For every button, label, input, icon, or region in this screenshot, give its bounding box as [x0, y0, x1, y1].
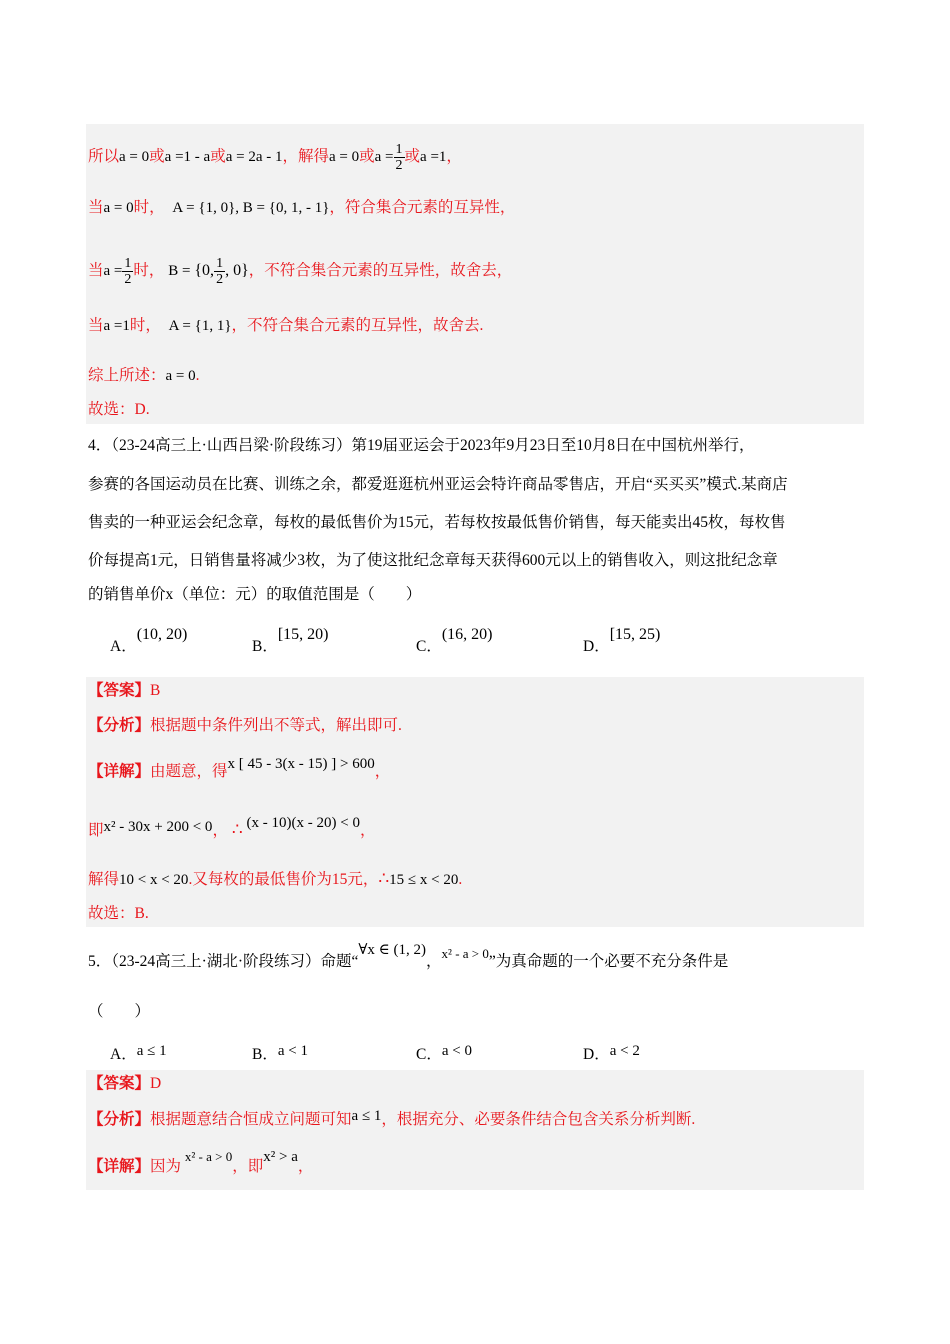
option-b[interactable]: B．a < 1 — [252, 1043, 308, 1063]
question-4-line: 售卖的一种亚运会纪念章，每枚的最低售价为15元，若每枚按最低售价销售，每天能卖出45枚，每枚售 — [88, 514, 786, 531]
text: ， — [212, 822, 228, 839]
question-5-line — [88, 942, 729, 972]
text: 或 — [149, 148, 165, 166]
solution-line — [88, 198, 515, 218]
text: 当 — [88, 262, 104, 280]
math: a = 0 — [165, 368, 196, 384]
text: 或 — [404, 148, 421, 166]
math: a = 0 — [103, 200, 134, 216]
text: 或 — [359, 148, 375, 166]
text: 当 — [88, 317, 104, 334]
analysis-tag: 【分析】 — [88, 717, 151, 734]
text: ，符合集合元素的互异性， — [329, 199, 516, 216]
answer-line — [88, 681, 160, 701]
analysis-tag: 【分析】 — [88, 1111, 151, 1128]
text: ， — [359, 822, 376, 839]
answer-line — [88, 1074, 161, 1094]
math: 15 ≤ x < 20 — [389, 872, 459, 888]
text: .又每枚的最低售价为15元， — [188, 871, 379, 888]
math: a =1 - a — [164, 149, 211, 166]
math: x² - 30x + 200 < 0 — [103, 819, 213, 835]
question-4-line: 4．（23-24高三上·山西吕梁·阶段练习）第19届亚运会于2023年9月23日至10月8日在中国杭州举行， — [88, 437, 755, 454]
fraction: $\frac{1}{2}$ — [216, 256, 224, 287]
detail-line — [88, 869, 462, 890]
detail-tag: 【详解】 — [88, 763, 151, 780]
text: 综上所述： — [88, 367, 166, 384]
question-4-line: 的销售单价x（单位：元）的取值范围是（ ） — [88, 586, 422, 603]
detail-line — [88, 815, 376, 841]
math: a ≤ 1 — [351, 1108, 382, 1124]
text: 因为 — [150, 1158, 182, 1175]
text: ， — [426, 953, 442, 970]
detail-line: 故选：B. — [88, 905, 149, 922]
math: B = — [168, 263, 191, 280]
option-c[interactable]: C．(16, 20) — [416, 626, 493, 655]
answer-value: D — [150, 1075, 162, 1092]
text: ”为真命题的一个必要不充分条件是 — [488, 953, 729, 970]
math: A = {1, 0} — [172, 200, 236, 216]
text: ，解得 — [282, 148, 329, 166]
answer-value: B — [150, 682, 161, 699]
text: 时， — [133, 199, 165, 216]
solution-line — [88, 316, 483, 336]
text: 时， — [129, 317, 161, 334]
text: ，不符合集合元素的互异性，故舍去. — [231, 317, 484, 334]
text: 由题意，得 — [150, 763, 228, 780]
therefore-symbol: ∴ — [378, 869, 390, 888]
solution-line — [88, 366, 200, 386]
math: x² - a > 0 — [184, 1149, 233, 1164]
math: a = 2a - 1 — [225, 149, 283, 166]
math: ∀x ∈ (1, 2) — [358, 942, 427, 958]
answer-tag: 【答案】 — [88, 682, 151, 699]
text: 当 — [88, 199, 104, 216]
option-c[interactable]: C．a < 0 — [416, 1043, 472, 1063]
text: 解得 — [88, 871, 120, 888]
answer-tag: 【答案】 — [88, 1075, 151, 1092]
detail-line — [88, 756, 391, 782]
text: 所以 — [88, 148, 120, 166]
math: a =1 — [420, 149, 447, 166]
math: a =1 — [103, 318, 130, 334]
text: ，不符合集合元素的互异性，故舍去， — [248, 262, 513, 280]
analysis-text: 根据题中条件列出不等式，解出即可. — [150, 717, 402, 734]
solution-line: 故选：D. — [88, 401, 150, 418]
solution-line — [88, 142, 462, 173]
math: {0, — [194, 262, 215, 280]
fraction: $\frac{1}{2}$ — [124, 256, 132, 287]
text: ， — [374, 763, 391, 780]
text: ，根据充分、必要条件结合包含关系分析判断. — [381, 1111, 696, 1128]
question-5-line: （ ） — [88, 1003, 151, 1020]
text: 即 — [88, 822, 104, 839]
math: a = — [103, 263, 123, 280]
option-b[interactable]: B．[15, 20) — [252, 626, 329, 655]
therefore-symbol: ∴ — [231, 820, 243, 839]
text: 根据题意结合恒成立问题可知 — [150, 1111, 352, 1128]
math: x² - a > 0 — [441, 946, 489, 961]
detail-line — [88, 1149, 314, 1177]
math: x [ 45 - 3(x - 15) ] > 600 — [227, 756, 375, 772]
math: A = {1, 1} — [168, 318, 232, 334]
detail-tag: 【详解】 — [88, 1158, 151, 1175]
analysis-line — [88, 716, 402, 736]
text: 或 — [210, 148, 226, 166]
math: (x - 10)(x - 20) < 0 — [246, 815, 360, 831]
option-d[interactable]: D．[15, 25) — [583, 626, 661, 655]
text: . — [195, 367, 200, 384]
math: 10 < x < 20 — [119, 872, 189, 888]
text: ， — [297, 1158, 314, 1175]
math: , B = {0, 1, - 1} — [235, 200, 330, 216]
math: x² > a — [263, 1149, 298, 1165]
text: 时， — [133, 262, 165, 280]
option-a[interactable]: A．a ≤ 1 — [110, 1043, 167, 1063]
option-a[interactable]: A．(10, 20) — [110, 626, 188, 655]
math: a = 0 — [119, 149, 150, 166]
math: a = 0 — [329, 149, 360, 166]
fraction: $\frac{1}{2}$ — [395, 142, 403, 173]
math: a = — [374, 149, 394, 166]
text: ， — [446, 148, 462, 166]
question-4-line: 参赛的各国运动员在比赛、训练之余，都爱逛逛杭州亚运会特许商品零售店，开启“买买买”模式.某商店 — [88, 476, 788, 493]
text: ，即 — [232, 1158, 264, 1175]
question-4-line: 价每提高1元，日销售量将减少3枚，为了使这批纪念章每天获得600元以上的销售收入，则这批纪念章 — [88, 552, 778, 569]
solution-line — [88, 256, 512, 287]
text: 5．（23-24高三上·湖北·阶段练习）命题“ — [88, 953, 359, 970]
option-d[interactable]: D．a < 2 — [583, 1043, 640, 1063]
math: , 0} — [225, 262, 249, 280]
analysis-line — [88, 1110, 695, 1130]
text: . — [458, 871, 463, 888]
